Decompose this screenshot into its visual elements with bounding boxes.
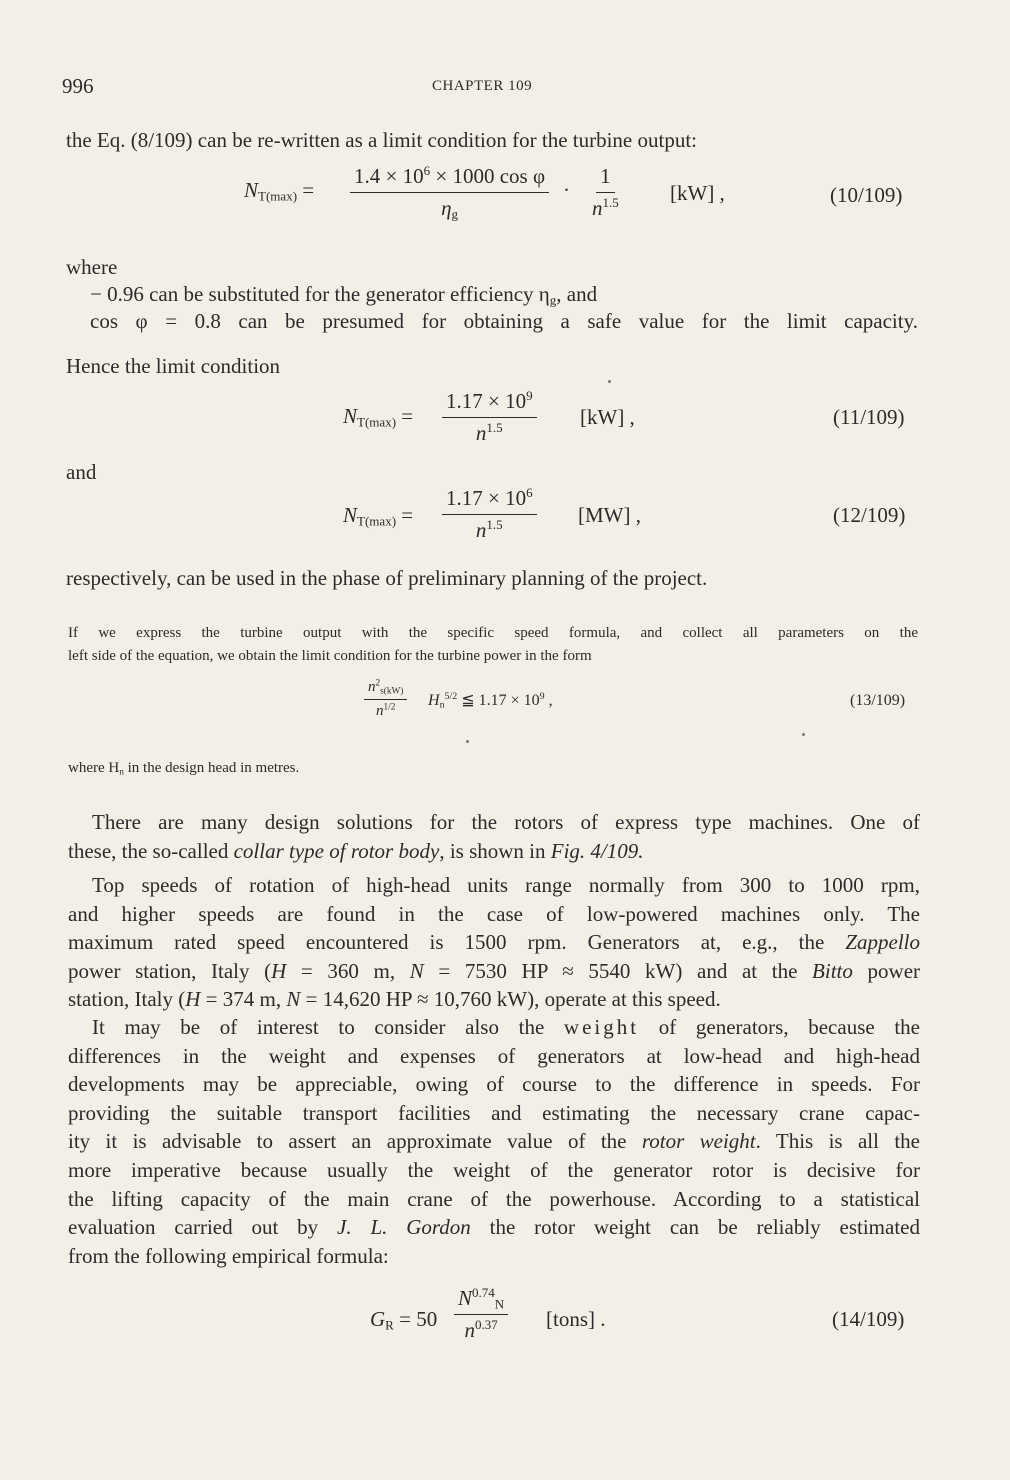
eq11-number: (11/109) xyxy=(833,405,905,429)
chapter-heading: CHAPTER 109 xyxy=(432,78,533,94)
eq12-denominator: $n^{1.5}$ xyxy=(475,517,503,542)
respectively-line: respectively, can be used in the phase of preliminary planning of the project. xyxy=(66,566,708,590)
eq10-lhs: $N_{T(max)}$ = xyxy=(244,178,315,204)
eq11-denominator: $n^{1.5}$ xyxy=(475,420,503,445)
eq13-denominator: $n^{1/2}$ xyxy=(376,702,396,719)
scan-speck xyxy=(608,380,611,383)
eq13-fraction xyxy=(364,679,407,720)
paragraph-3 xyxy=(68,1013,920,1270)
paragraph-3-line-6: more imperative because usually the weight of the generator rotor is decisive for xyxy=(68,1157,920,1182)
small-paragraph xyxy=(68,622,918,668)
eq10-fraction-1 xyxy=(350,164,549,221)
paragraph-2 xyxy=(68,871,920,1014)
eq13-numerator: $n^2_{s(kW)}$ xyxy=(364,679,407,700)
eq10-numerator: $1.4 \times 10^6 \times 1000$ cos φ xyxy=(350,164,549,193)
small-paragraph-line-2: left side of the equation, we obtain the limit condition for the turbine power in the form xyxy=(68,648,592,664)
paragraph-3-line-7: the lifting capacity of the main crane of the powerhouse. According to a statistical xyxy=(68,1186,920,1211)
eq10-denominator: $\eta_g$ xyxy=(441,196,458,222)
where-item-1: − 0.96 can be substituted for the generator efficiency $\eta_g$, and xyxy=(90,282,598,308)
eq14-numerator: $N^{0.74}_N$ xyxy=(454,1286,508,1315)
eq14-denominator: $n^{0.37}$ xyxy=(464,1317,498,1342)
eq10-frac2-numerator: 1 xyxy=(596,164,615,193)
eq10-lhs-sub: T(max) xyxy=(258,188,298,204)
eq12-fraction xyxy=(442,486,537,543)
paragraph-2-line-4: power station, Italy (H = 360 m, N = 7530 HP ≈ 5540 kW) and at the Bitto power xyxy=(68,958,921,983)
eq11-unit: [kW] , xyxy=(580,405,635,429)
paragraph-3-line-5: ity it is advisable to assert an approximate value of the rotor weight. This is all the xyxy=(68,1129,921,1154)
eq14-number: (14/109) xyxy=(832,1307,905,1331)
paragraph-2-line-2: and higher speeds are found in the case of low-powered machines only. The xyxy=(68,901,920,926)
eq13-rhs: $H_n^{5/2}$ ≦ $1.17 \times 10^9$ , xyxy=(428,691,553,711)
eq14-unit: [tons] . xyxy=(546,1307,606,1331)
eq10-lhs-symbol: N xyxy=(244,178,259,202)
eq13-number: (13/109) xyxy=(850,692,906,709)
paragraph-2-line-3: maximum rated speed encountered is 1500 rpm. Generators at, e.g., the Zappello xyxy=(68,930,920,955)
paragraph-2-line-5: station, Italy (H = 374 m, N = 14,620 HP ≈ 10,760 kW), operate at this speed. xyxy=(68,987,721,1012)
eq14-lhs: $G_R = 50$ xyxy=(370,1307,438,1333)
page-number: 996 xyxy=(62,74,94,98)
eq12-number: (12/109) xyxy=(833,503,906,527)
scan-speck xyxy=(466,740,469,743)
where-label: where xyxy=(66,255,118,279)
small-paragraph-line-1: If we express the turbine output with the specific speed formula, and collect all parameters on the xyxy=(68,625,918,641)
small-where-line: where $H_n$ in the design head in metres. xyxy=(68,760,300,778)
and-line: and xyxy=(66,460,97,484)
eq14-fraction xyxy=(454,1286,508,1343)
hence-line: Hence the limit condition xyxy=(66,354,281,378)
paragraph-3-line-2: differences in the weight and expenses of generators at low-head and high-head xyxy=(68,1043,920,1068)
eq12-numerator: $1.17 \times 10^6$ xyxy=(442,486,537,515)
paragraph-1-line-2: these, the so-called collar type of rotor body, is shown in Fig. 4/109. xyxy=(68,838,644,863)
eq10-unit: [kW] , xyxy=(670,181,725,205)
paragraph-2-line-1: Top speeds of rotation of high-head units range normally from 300 to 1000 rpm, xyxy=(92,873,920,897)
intro-line: the Eq. (8/109) can be re-written as a limit condition for the turbine output: xyxy=(66,128,697,152)
paragraph-3-line-4: providing the suitable transport facilities and estimating the necessary crane capac- xyxy=(68,1100,920,1125)
eq12-unit: [MW] , xyxy=(578,503,641,527)
eq11-fraction xyxy=(442,389,537,446)
eq10-number: (10/109) xyxy=(830,183,903,207)
scan-speck xyxy=(802,733,805,736)
paragraph-3-line-9: from the following empirical formula: xyxy=(68,1243,389,1268)
paragraph-3-line-8: evaluation carried out by J. L. Gordon the rotor weight can be reliably estimated xyxy=(68,1215,920,1240)
eq10-fraction-2 xyxy=(592,164,619,221)
eq11-lhs: $N_{T(max)}$ = xyxy=(343,404,414,430)
paragraph-1-line-1: There are many design solutions for the rotors of express type machines. One of xyxy=(92,810,920,834)
eq11-numerator: $1.17 \times 10^9$ xyxy=(442,389,537,418)
eq10-frac2-denominator: $n^{1.5}$ xyxy=(592,195,619,220)
where-item-2: cos φ = 0.8 can be presumed for obtaining a safe value for the limit capacity. xyxy=(90,309,918,333)
eq10-dot: · xyxy=(563,178,570,202)
paragraph-3-line-1: It may be of interest to consider also the weight of generators, because the xyxy=(92,1015,920,1039)
eq12-lhs: $N_{T(max)}$ = xyxy=(343,503,414,529)
paragraph-1 xyxy=(68,808,920,865)
paragraph-3-line-3: developments may be appreciable, owing of course to the difference in speeds. For xyxy=(68,1072,920,1097)
